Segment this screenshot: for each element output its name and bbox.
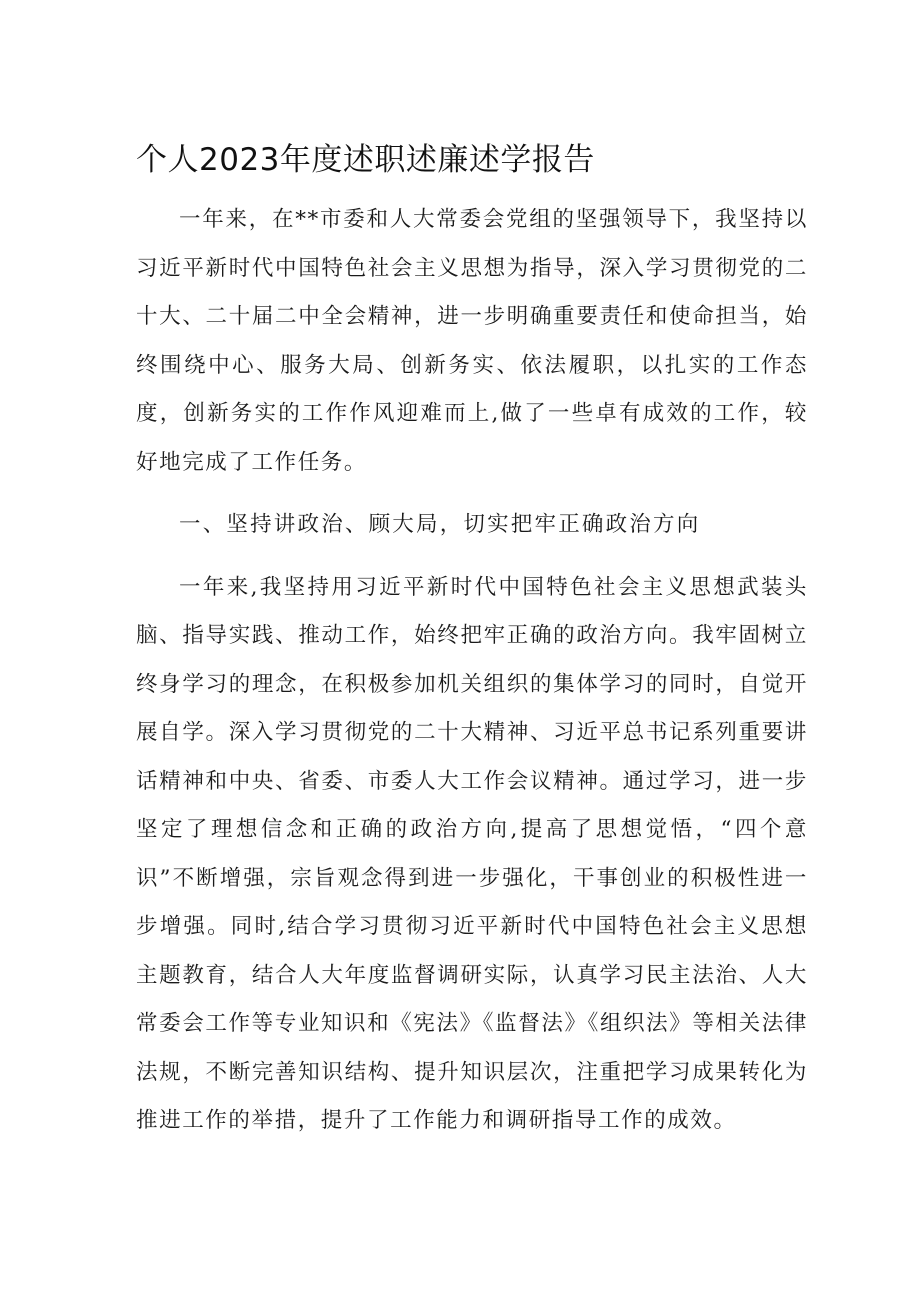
document-body — [136, 196, 808, 1146]
intro-paragraph: 一年来，在**市委和人大常委会党组的坚强领导下，我坚持以习近平新时代中国特色社会主义思想为指导，深入学习贯彻党的二十大、二十届二中全会精神，进一步明确重要责任和使命担当，始终围绕中心、服务大局、创新务实、依法履职，以扎实的工作态度，创新务实的工作作风迎难而上,做了一些卓有成效的工作，较好地完成了工作任务。 — [136, 207, 808, 475]
document-title: 个人2023年度述职述廉述学报告 — [136, 142, 595, 178]
section-heading-1: 一、坚持讲政治、顾大局，切实把牢正确政治方向 — [179, 512, 701, 537]
section-1-paragraph: 一年来,我坚持用习近平新时代中国特色社会主义思想武装头脑、指导实践、推动工作，始终把牢正确的政治方向。我牢固树立终身学习的理念，在积极参加机关组织的集体学习的同时，自觉开展自学。深入学习贯彻党的二十大精神、习近平总书记系列重要讲话精神和中央、省委、市委人大工作会议精神。通过学习，进一步坚定了理想信念和正确的政治方向,提高了思想觉悟，“四个意识”不断增强，宗旨观念得到进一步强化，干事创业的积极性进一步增强。同时,结合学习贯彻习近平新时代中国特色社会主义思想主题教育，结合人大年度监督调研实际，认真学习民主法治、人大常委会工作等专业知识和《宪法》《监督法》《组织法》等相关法律法规，不断完善知识结构、提升知识层次，注重把学习成果转化为推进工作的举措，提升了工作能力和调研指导工作的成效。 — [136, 574, 808, 1133]
